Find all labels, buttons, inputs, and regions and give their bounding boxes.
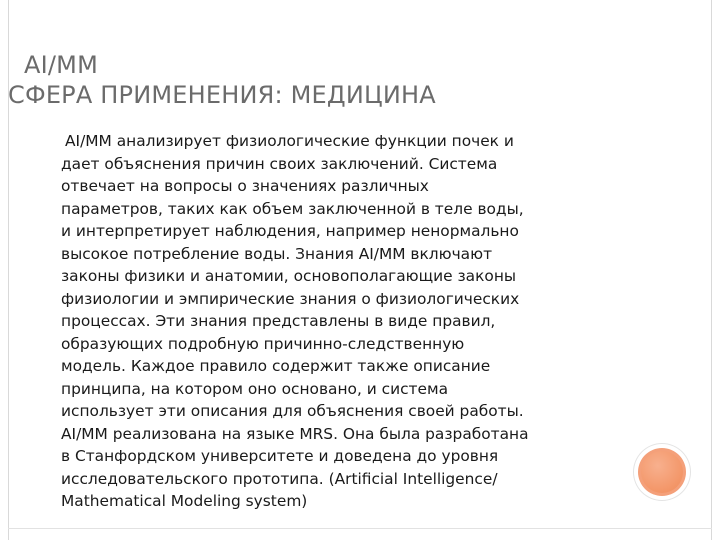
body-line: модель. Каждое правило содержит также описание bbox=[61, 357, 491, 375]
body-line: AI/MM анализирует физиологические функции почек и bbox=[65, 132, 514, 150]
body-line: отвечает на вопросы о значениях различных bbox=[61, 177, 429, 195]
bottom-frame-line bbox=[8, 528, 712, 529]
slide-body bbox=[61, 130, 621, 513]
body-paragraph bbox=[61, 130, 621, 513]
right-frame-line bbox=[711, 0, 712, 540]
slide-title-line-2: СФЕРА ПРИМЕНЕНИЯ: МЕДИЦИНА bbox=[8, 81, 436, 110]
decorative-orange-circle-fill bbox=[641, 451, 683, 493]
body-line: AI/MM реализована на языке MRS. Она была разработана bbox=[61, 424, 529, 443]
body-line: Mathematical Modeling system) bbox=[61, 492, 308, 510]
body-line: процессах. Эти знания представлены в виде правил, bbox=[61, 312, 496, 330]
body-line: и интерпретирует наблюдения, например ненормально bbox=[61, 222, 519, 240]
body-line: образующих подробную причинно-следственную bbox=[61, 334, 465, 353]
slide-title bbox=[8, 50, 436, 110]
body-line: физиологии и эмпирические знания о физиологических bbox=[61, 289, 520, 308]
body-line: законы физики и анатомии, основополагающие законы bbox=[61, 267, 517, 285]
body-line: высокое потребление воды. Знания AI/MM включают bbox=[61, 244, 493, 263]
body-line: в Станфордском университете и доведена до уровня bbox=[61, 447, 499, 465]
body-line: использует эти описания для объяснения своей работы. bbox=[61, 402, 524, 420]
decorative-orange-circle bbox=[638, 448, 686, 496]
body-line: принципа, на котором оно основано, и система bbox=[61, 379, 449, 398]
body-line: дает объяснения причин своих заключений. Система bbox=[61, 154, 498, 173]
body-line: параметров, таких как объем заключенной в теле воды, bbox=[61, 199, 524, 218]
slide-title-line-1: AI/MM bbox=[24, 51, 98, 80]
body-line: исследовательского прототипа. (Artificial Intelligence/ bbox=[61, 469, 498, 488]
